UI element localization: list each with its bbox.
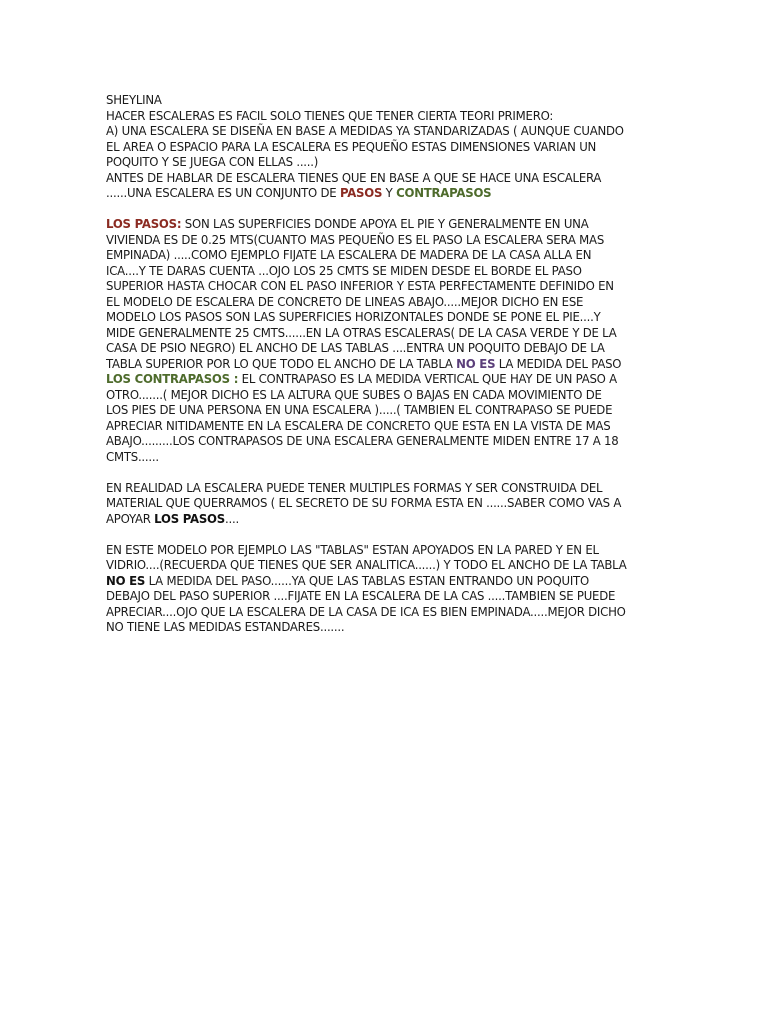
pasos-text: SON LAS SUPERFICIES DONDE APOYA EL PIE Y GENERALMENTE EN UNA VIVIENDA ES DE 0.25 MTS(CUANTO MAS PEQUEÑO ES EL PASO LA ESCALERA SERA MAS EMPINADA) .....COMO EJEMPLO FIJATE LA ESCALERA DE MADERA DE LA CASA ALLA EN ICA....Y TE DARAS CUENTA ...OJO LOS 25 CMTS SE MIDEN DESDE EL BORDE EL PASO SUPERIOR HASTA CHOCAR CON EL PASO INFERIOR Y ESTA PERFECTAMENTE DEFINIDO EN EL MODELO DE ESCALERA DE CONCRETO DE LINEAS ABAJO.....MEJOR DICHO EN ESE MODELO LOS PASOS SON LAS SUPERFICIES HORIZONTALES DONDE SE PONE EL PIE....Y MIDE GENERALMENTE 25 CMTS......EN LA OTRAS ESCALERAS( DE LA CASA VERDE Y DE LA CASA DE PSIO NEGRO) EL ANCHO DE LAS TABLAS ....ENTRA UN POQUITO DEBAJO DE LA TABLA SUPERIOR POR LO QUE TODO EL ANCHO DE LA TABLA [106,216,617,371]
realidad-paragraph [106,480,627,527]
antes-paragraph [106,170,627,201]
pasos-heading: LOS PASOS: [106,216,182,231]
modelo-bold: NO ES [106,572,146,588]
contrapasos-keyword: CONTRAPASOS [396,185,492,200]
paragraph-spacer [106,526,627,542]
realidad-bold: LOS PASOS [154,510,225,526]
pasos-keyword: PASOS [339,185,383,200]
document-body [106,92,627,635]
point-a-paragraph [106,123,627,170]
intro-line [106,108,627,124]
point-a-text: A) UNA ESCALERA SE DISEÑA EN BASE A MEDIDAS YA STANDARIZADAS ( AUNQUE CUANDO EL AREA O ESPACIO PARA LA ESCALERA ES PEQUEÑO ESTAS DIMENSIONES VARIAN UN POQUITO Y SE JUEGA CON ELLAS .....) [106,123,624,169]
author-line [106,92,627,108]
antes-connector: Y [382,185,397,200]
paragraph-spacer [106,464,627,480]
modelo-text: EN ESTE MODELO POR EJEMPLO LAS "TABLAS" ESTAN APOYADOS EN LA PARED Y EN EL VIDRIO....(RECUERDA QUE TIENES QUE SER ANALITICA......) Y TODO EL ANCHO DE LA TABLA [106,541,627,572]
contrapasos-paragraph [106,371,627,464]
paragraph-spacer [106,201,627,217]
contrapasos-heading: LOS CONTRAPASOS : [106,371,239,386]
pasos-paragraph [106,216,627,371]
realidad-end: .... [224,510,239,526]
contrapasos-text: EL CONTRAPASO ES LA MEDIDA VERTICAL QUE HAY DE UN PASO A OTRO.......( MEJOR DICHO ES LA ALTURA QUE SUBES O BAJAS EN CADA MOVIMIENTO DE LOS PIES DE UNA PERSONA EN UNA ESCALERA ).....( TAMBIEN EL CONTRAPASO SE PUEDE APRECIAR NITIDAMENTE EN LA ESCALERA DE CONCRETO QUE ESTA EN LA VISTA DE MAS ABAJO.........LOS CONTRAPASOS DE UNA ESCALERA GENERALMENTE MIDEN ENTRE 17 A 18 CMTS...... [106,371,619,464]
antes-text: ANTES DE HABLAR DE ESCALERA TIENES QUE EN BASE A QUE SE HACE UNA ESCALERA ......UNA ESCALERA ES UN CONJUNTO DE [106,169,602,200]
author-name: SHEYLINA [106,92,162,107]
pasos-text-end: LA MEDIDA DEL PASO [495,355,622,371]
realidad-text: EN REALIDAD LA ESCALERA PUEDE TENER MULTIPLES FORMAS Y SER CONSTRUIDA DEL MATERIAL QUE QUERRAMOS ( EL SECRETO DE SU FORMA ESTA EN ......SABER COMO VAS A APOYAR [106,479,622,526]
modelo-paragraph [106,542,627,635]
intro-text: HACER ESCALERAS ES FACIL SOLO TIENES QUE TENER CIERTA TEORI PRIMERO: [106,107,554,123]
pasos-no-es: NO ES [456,355,496,371]
modelo-text-end: LA MEDIDA DEL PASO......YA QUE LAS TABLAS ESTAN ENTRANDO UN POQUITO DEBAJO DEL PASO SUPERIOR ....FIJATE EN LA ESCALERA DE LA CAS .....TAMBIEN SE PUEDE APRECIAR....OJO QUE LA ESCALERA DE LA CASA DE ICA ES BIEN EMPINADA.....MEJOR DICHO NO TIENE LAS MEDIDAS ESTANDARES....... [106,572,626,634]
